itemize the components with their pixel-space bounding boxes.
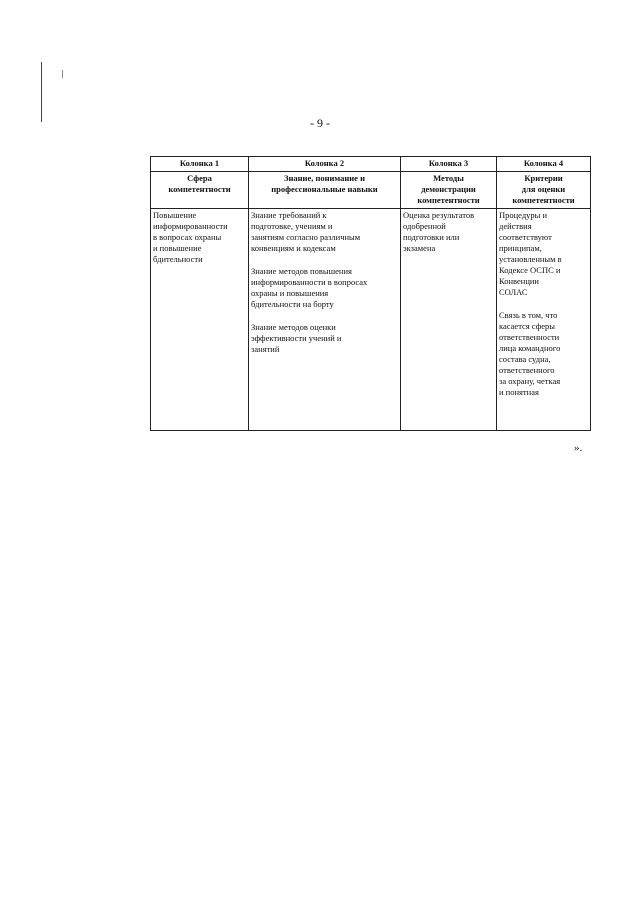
scan-margin-tick (62, 70, 63, 78)
header-demonstration-methods: Методы демонстрации компетентности (401, 172, 497, 209)
header-evaluation-criteria: Критерии для оценки компетентности (497, 172, 591, 209)
column-title-3: Колонка 3 (401, 157, 497, 172)
criteria-item-2: Связь в том, что касается сферы ответственности лица командного состава судна, ответственного за охрану, четкая и понятная (499, 310, 561, 397)
cell-demonstration: Оценка результатов одобренной подготовки или экзамена (401, 209, 497, 431)
criteria-item-1: Процедуры и действия соответствуют принципам, установленным в Кодексе ОСПС и Конвенции СОЛАС (499, 210, 562, 297)
header-row (151, 172, 591, 209)
column-numbers-row (151, 157, 591, 172)
page-number: - 9 - (310, 116, 330, 130)
cell-knowledge (249, 209, 401, 431)
header-competence-area: Сфера компетентности (151, 172, 249, 209)
knowledge-item-2: Знание методов повышения информированности в вопросах охраны и повышения бдительности на борту (251, 266, 368, 309)
knowledge-item-1: Знание требований к подготовке, учениям и занятиям согласно различным конвенциям и кодексам (251, 210, 361, 253)
competence-table (150, 156, 591, 431)
column-title-2: Колонка 2 (249, 157, 401, 172)
knowledge-item-3: Знание методов оценки эффективности учений и занятий (251, 322, 342, 354)
cell-criteria (497, 209, 591, 431)
closing-quote-mark: ». (574, 442, 583, 454)
header-knowledge: Знание, понимание и профессиональные навыки (249, 172, 401, 209)
column-title-1: Колонка 1 (151, 157, 249, 172)
table-row (151, 209, 591, 431)
cell-competence: Повышение информированности в вопросах охраны и повышение бдительности (151, 209, 249, 431)
scan-margin-line (41, 62, 42, 122)
column-title-4: Колонка 4 (497, 157, 591, 172)
